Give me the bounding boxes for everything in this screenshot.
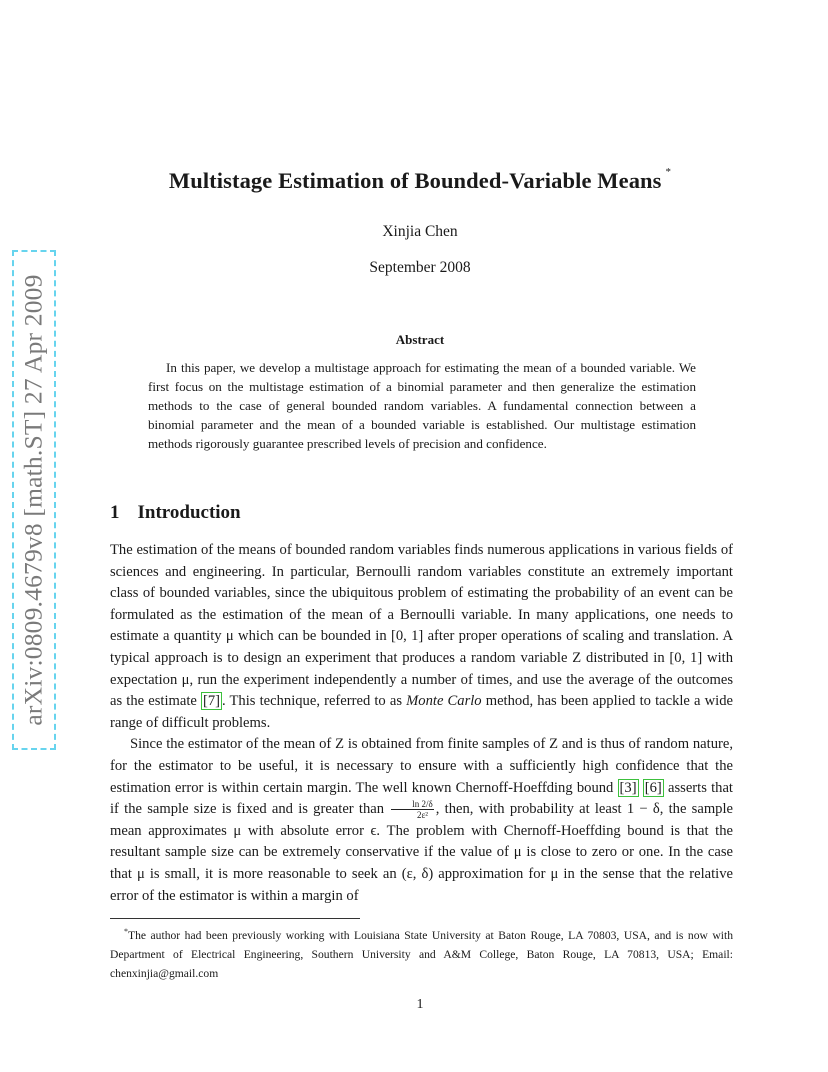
- fraction-numerator: ln 2/δ: [391, 799, 434, 810]
- paragraph-2: [110, 734, 733, 907]
- citation-link[interactable]: [6]: [644, 779, 662, 796]
- publication-date: September 2008: [369, 259, 471, 276]
- paragraph-1-text-a: The estimation of the means of bounded random variables finds numerous applications in various fields of sciences and engineering. In particular, Bernoulli random variables constitute an extremely important class of bounded variables, since the ubiquitous problem of estimating the probability of an event can be formulated as the estimation of the mean of a Bernoulli variable. In many applications, one needs to estimate a quantity μ which can be bounded in [0, 1] after proper operations of scaling and translation. A typical approach is to design an experiment that produces a random variable Z distributed in [0, 1] with expectation μ, run the experiment independently a number of times, and use the average of the outcomes as the estimate: [110, 542, 733, 710]
- section-number: 1: [110, 502, 120, 523]
- footnote: [110, 922, 733, 983]
- fraction-denominator: 2ε²: [417, 810, 428, 821]
- arxiv-identifier-stamp[interactable]: [12, 250, 56, 750]
- author-name: Xinjia Chen: [382, 223, 458, 240]
- sample-size-fraction: [391, 799, 434, 820]
- paper-title-text: Multistage Estimation of Bounded-Variable Means: [168, 168, 662, 193]
- abstract-heading: Abstract: [395, 332, 445, 347]
- section-heading: [110, 502, 241, 524]
- abstract-text: In this paper, we develop a multistage approach for estimating the mean of a bounded variable. We first focus on the multistage estimation of a binomial parameter and then generalize the estimation methods to the case of general bounded random variables. A fundamental connection between a binomial parameter and the mean of a bounded variable is established. Our multistage estimation methods rigorously guarantee prescribed levels of precision and confidence.: [148, 360, 696, 451]
- body-text: [110, 540, 733, 907]
- paragraph-2-text-b: asserts that if the sample size is fixed and is greater than: [110, 779, 733, 818]
- page-number: 1: [416, 997, 424, 1012]
- paragraph-1-text-b: . This technique, referred to as: [222, 693, 407, 710]
- citation-link[interactable]: [3]: [619, 779, 637, 796]
- footnote-divider: [110, 918, 360, 919]
- paragraph-1-text-c: method, has been applied to tackle a wide range of difficult problems.: [110, 693, 733, 731]
- paragraph-2-text-a: Since the estimator of the mean of Z is obtained from finite samples of Z and is thus of random nature, for the estimator to be useful, it is necessary to ensure with a sufficiently high confidence that the estimation error is within certain margin. The well known Chernoff-Hoeffding bound: [110, 736, 733, 796]
- emphasis-text: Monte Carlo: [406, 693, 482, 710]
- section-title: Introduction: [137, 502, 241, 523]
- footnote-mark: *: [124, 927, 128, 936]
- title-footnote-mark: *: [665, 166, 672, 178]
- footnote-text: The author had been previously working with Louisiana State University at Baton Rouge, LA 70803, USA, and is now with Department of Electrical Engineering, Southern University and A&M College, Baton Rouge, LA 70813, USA; Email: chenxinjia@gmail.com: [110, 928, 733, 980]
- paper-title: [90, 168, 750, 194]
- paragraph-2-text-c: , then, with probability at least 1 − δ, the sample mean approximates μ with absolute error ϵ. The problem with Chernoff-Hoeffding bound is that the resultant sample size can be extremely conservative if the value of μ is close to zero or one. In the case that μ is small, it is more reasonable to seek an (ε, δ) approximation for μ in the sense that the relative error of the estimator is within a margin of: [110, 801, 733, 904]
- paragraph-1: [110, 540, 733, 734]
- arxiv-identifier-text: arXiv:0809.4679v8 [math.ST] 27 Apr 2009: [19, 274, 48, 726]
- citation-link[interactable]: [7]: [202, 693, 221, 710]
